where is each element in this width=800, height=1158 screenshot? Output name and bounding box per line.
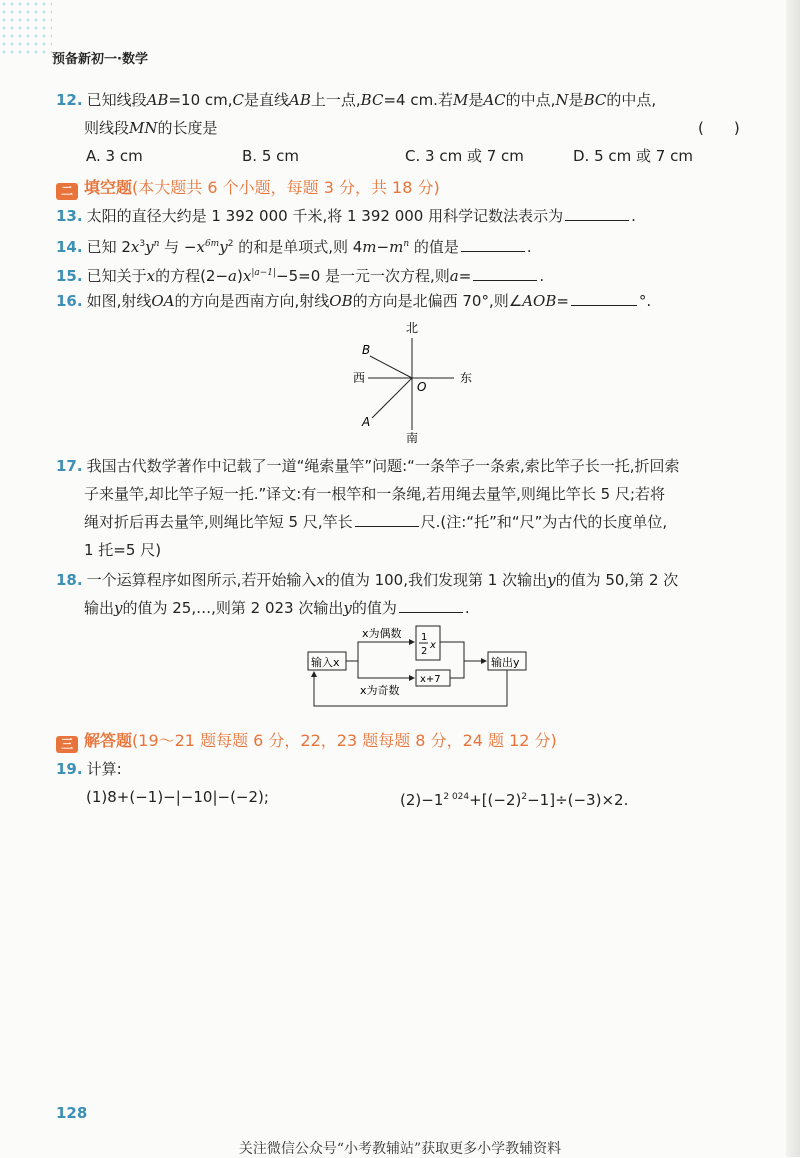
even-condition: x为偶数 — [362, 627, 402, 640]
label-south: 南 — [406, 431, 419, 445]
svg-text:1: 1 — [421, 632, 428, 643]
question-18-line-2: 输出y的值为 25,…,则第 2 023 次输出y的值为 . — [84, 599, 470, 617]
option-b: B. 5 cm — [242, 147, 299, 165]
question-number: 12. — [56, 91, 83, 109]
corner-dot-pattern — [0, 0, 52, 56]
answer-blank — [355, 512, 419, 527]
section-fill-in-blank: 二 填空题(本大题共 6 个小题，每题 3 分，共 18 分) — [56, 175, 440, 200]
question-17-line-1: 17. 我国古代数学著作中记载了一道“绳索量竿”问题:“一条竿子一条索,索比竿子长一托,折回索 — [56, 457, 680, 475]
question-17-line-2: 子来量竿,却比竿子短一托.”译文:有一根竿和一条绳,若用绳去量竿,则绳比竿长 5 尺;若将 — [84, 485, 666, 503]
output-label: 输出y — [491, 656, 520, 669]
question-18-line-1: 18. 一个运算程序如图所示,若开始输入x的值为 100,我们发现第 1 次输出y的值为 50,第 2 次 — [56, 571, 679, 589]
label-north: 北 — [406, 321, 419, 335]
question-19: 19. 计算: — [56, 760, 122, 778]
page-edge-shadow — [786, 0, 800, 1157]
footer-note: 关注微信公众号“小考教辅站”获取更多小学教辅资料 — [238, 1141, 562, 1157]
option-a: A. 3 cm — [86, 147, 143, 165]
option-d: D. 5 cm 或 7 cm — [573, 147, 693, 165]
ray-oa — [372, 378, 412, 418]
plus-seven-label: x+7 — [420, 674, 441, 685]
answer-blank — [461, 237, 525, 252]
ray-ob — [370, 356, 412, 378]
svg-text:2: 2 — [421, 646, 428, 657]
page-number: 128 — [56, 1104, 88, 1122]
answer-blank — [399, 598, 463, 613]
svg-text:x: x — [430, 640, 436, 651]
answer-blank — [473, 266, 537, 281]
question-14: 14. 已知 $2x^3y^n$ 与 $-x^{6m}y^2$ 的和是单项式,则 $4m-m^n$ 的值是 . — [56, 238, 532, 256]
answer-blank — [565, 206, 629, 221]
question-19-part-1: (1)8+(−1)−|−10|−(−2); — [86, 788, 269, 806]
odd-condition: x为奇数 — [360, 684, 400, 697]
section-problem-solving: 三 解答题(19～21 题每题 6 分，22，23 题每题 8 分，24 题 12 分) — [56, 728, 557, 753]
section-number-icon: 三 — [56, 736, 78, 753]
question-12-line-1: 12. 已知线段AB=10 cm,C是直线AB上一点,BC=4 cm.若M是AC的中点,N是BC的中点, — [56, 91, 657, 109]
compass-figure — [340, 318, 490, 446]
question-12-line-2: 则线段MN的长度是 — [84, 119, 218, 137]
flowchart — [300, 618, 540, 714]
option-c: C. 3 cm 或 7 cm — [405, 147, 524, 165]
question-13: 13. 太阳的直径大约是 1 392 000 千米,将 1 392 000 用科学记数法表示为 . — [56, 207, 636, 225]
section-number-icon: 二 — [56, 183, 78, 200]
answer-blank — [571, 291, 637, 306]
input-label: 输入x — [311, 656, 340, 669]
label-west: 西 — [353, 371, 366, 385]
question-19-part-2: $(2)-1^{2 024}+[(-2)^2-1]\div(-3)\times 2$. — [400, 791, 629, 809]
question-17-line-4: 1 托=5 尺) — [84, 541, 162, 559]
page-header: 预备新初一·数学 — [52, 52, 148, 67]
question-16: 16. 如图,射线OA的方向是西南方向,射线OB的方向是北偏西 70°,则∠AOB= °. — [56, 292, 652, 310]
question-17-line-3: 绳对折后再去量竿,则绳比竿短 5 尺,竿长 尺.(注:“托”和“尺”为古代的长度单位, — [84, 513, 668, 531]
label-o: O — [417, 380, 427, 394]
label-east: 东 — [460, 371, 473, 385]
label-b: B — [362, 343, 371, 357]
answer-parenthesis: ( ) — [698, 119, 740, 137]
question-15: 15. 已知关于x的方程$(2-a)x^{|a-1|}-5=0$ 是一元一次方程,则a= . — [56, 267, 545, 285]
label-a: A — [362, 415, 371, 429]
